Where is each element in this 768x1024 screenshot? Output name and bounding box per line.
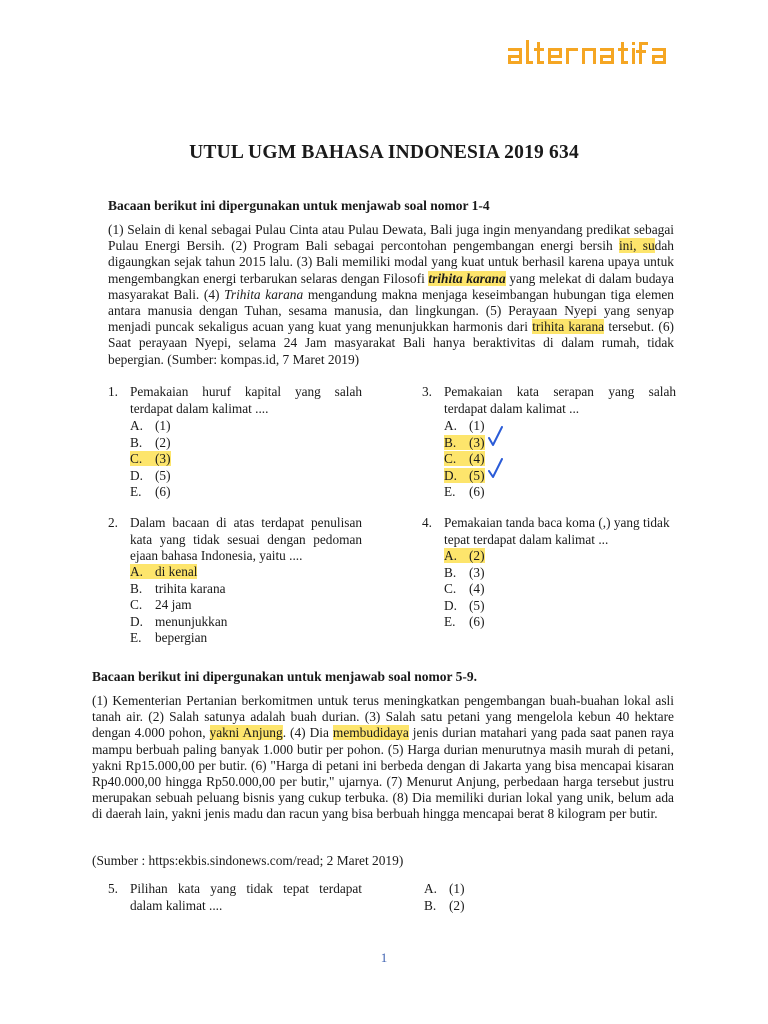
passage-text: yang melekat di dalam budaya masyarakat Bali. (4)	[108, 270, 674, 302]
answer-option	[130, 564, 197, 581]
option-text: (5)	[469, 467, 485, 483]
question-text: Pilihan kata yang tidak tepat terdapat dalam kalimat ....	[130, 881, 362, 913]
option-content	[444, 484, 485, 499]
option-text: (1)	[469, 418, 485, 433]
question-5-options	[424, 881, 544, 917]
passage-text: mengandung makna menjaga keseimbangan hubungan tiga elemen antara manusia dengan Tuhan, sesama manusia, dan lingkungan. (5) Perayaan Nyepi yang senyap menjadi puncak sekaligus acuan yang kuat yang menunjukkan harmonis dari	[108, 286, 674, 335]
option-text: (1)	[155, 418, 171, 433]
answer-option	[444, 435, 485, 452]
option-letter: E.	[444, 614, 456, 629]
answer-option	[130, 451, 171, 468]
answer-option	[130, 484, 171, 501]
option-content	[424, 881, 465, 896]
option-content	[444, 598, 485, 613]
check-mark-icon	[488, 426, 504, 448]
passage-text: (1) Selain di kenal sebagai Pulau Cinta atau Pulau Dewata, Bali juga ingin menyandang predikat sebagai Pulau Energi Bersih. (2) Program Bali sebagai percontohan pengembangan energi bersih	[108, 222, 674, 254]
answer-option	[130, 581, 226, 598]
option-text: (3)	[469, 434, 485, 450]
answer-option	[130, 630, 207, 647]
section1-intro: Bacaan berikut ini dipergunakan untuk menjawab soal nomor 1-4	[108, 198, 490, 213]
highlighted-option	[444, 548, 485, 563]
option-content	[130, 581, 226, 596]
option-content	[444, 581, 485, 596]
answer-option	[130, 418, 171, 435]
option-letter: D.	[130, 613, 143, 629]
option-text: (3)	[155, 451, 171, 466]
check-mark-icon	[488, 458, 504, 480]
question-text: Pemakaian tanda baca koma (,) yang tidak tepat terdapat dalam kalimat ...	[444, 515, 670, 547]
option-text: (4)	[469, 451, 485, 466]
option-content	[130, 597, 192, 612]
answer-option	[444, 468, 485, 485]
option-letter: E.	[444, 484, 456, 499]
option-letter: A.	[444, 418, 457, 433]
option-content	[130, 468, 171, 483]
option-text: trihita karana	[155, 580, 226, 596]
option-letter: A.	[130, 418, 143, 433]
answer-option	[130, 614, 227, 631]
answer-option	[444, 451, 485, 468]
option-letter: B.	[424, 897, 437, 913]
passage-text: jenis durian matahari yang pada saat panen raya mampu berbuah paling banyak 1.000 butir per pohon. (5) Harga durian menurutnya masih murah di petani, yakni Rp15.000,00 per butir. (6) "Harga di petani ini berbeda dengan di Jakarta yang bisa mencapai kisaran Rp40.000,00 hingga Rp50.000,00 per butir," ujarnya. (7) Menurut Anjung, perbedaan harga tersebut justru merupakan sebuah peluang bisnis yang cukup terbuka. (8) Dia memiliki durian lokal yang unik, belum ada di daerah lain, yakni jenis madu dan racun yang bisa berbuah hingga mencapai berat 8 kilogram per butir.	[92, 725, 675, 822]
question-text: Pemakaian kata serapan yang salah terdapat dalam kalimat ...	[444, 384, 676, 416]
question-number: 3.	[422, 384, 432, 399]
option-letter: A.	[444, 548, 457, 563]
option-letter: E.	[130, 630, 142, 645]
option-text: (6)	[469, 484, 485, 499]
option-text: (2)	[469, 548, 485, 563]
section1-passage	[108, 222, 674, 368]
option-text: menunjukkan	[155, 613, 228, 629]
option-content	[444, 565, 485, 580]
option-content	[130, 418, 171, 433]
option-text: (2)	[155, 434, 171, 450]
option-text: (5)	[469, 597, 485, 613]
question-number: 2.	[108, 515, 118, 530]
option-letter: D.	[444, 467, 457, 483]
option-content	[444, 614, 485, 629]
question-number: 5.	[108, 881, 118, 896]
section2-intro: Bacaan berikut ini dipergunakan untuk menjawab soal nomor 5-9.	[92, 669, 477, 684]
option-text: di kenal	[155, 564, 198, 579]
option-text: (1)	[449, 881, 465, 896]
answer-option	[444, 548, 485, 565]
highlighted-text: ini, su	[618, 238, 655, 254]
highlighted-option	[444, 468, 485, 483]
option-letter: B.	[444, 564, 457, 580]
passage-text: tersebut. (6) Saat perayaan Nyepi, selama 24 Jam masyarakat Bali hanya beraktivitas di dalam rumah, tidak bepergian. (Sumber: kompas.id, 7 Maret 2019)	[108, 319, 675, 367]
highlighted-text: membudidaya	[332, 725, 409, 741]
passage-text: Trihita karana	[224, 286, 304, 302]
page-number: 1	[380, 950, 388, 965]
answer-option	[444, 581, 485, 598]
option-letter: C.	[130, 451, 143, 466]
option-content	[130, 435, 171, 450]
brand-logo-graphic	[508, 40, 671, 66]
answer-option	[130, 597, 192, 614]
option-letter: D.	[444, 597, 457, 613]
highlighted-option	[444, 435, 485, 450]
question-text: Dalam bacaan di atas terdapat penulisan kata yang tidak sesuai dengan pedoman ejaan bahasa Indonesia, yaitu ....	[130, 515, 362, 563]
answer-option	[444, 614, 485, 631]
option-letter: B.	[130, 434, 143, 450]
option-content	[424, 898, 465, 913]
answer-option	[424, 898, 465, 915]
question-2	[108, 515, 362, 647]
option-letter: A.	[130, 564, 143, 579]
option-letter: B.	[444, 434, 457, 450]
option-letter: C.	[130, 597, 143, 612]
highlighted-text: yakni Anjung	[209, 725, 283, 741]
highlighted-option	[130, 564, 197, 579]
option-text: (3)	[469, 564, 485, 580]
question-4	[422, 515, 682, 631]
option-letter: B.	[130, 580, 143, 596]
option-content	[130, 484, 171, 499]
question-3	[422, 384, 676, 500]
question-5	[108, 881, 362, 917]
question-text: Pemakaian huruf kapital yang salah terdapat dalam kalimat ....	[130, 384, 362, 416]
option-letter: E.	[130, 484, 142, 499]
question-number: 1.	[108, 384, 118, 399]
option-text: bepergian	[155, 630, 208, 645]
passage-text: dah digaungkan sejak tahun 2015 lalu. (3) Bali memiliki modal yang kuat untuk berhasil karena upaya untuk mengembangkan energi terbarukan selaras dengan Filosofi	[108, 238, 674, 286]
option-content	[130, 614, 227, 629]
option-letter: D.	[130, 467, 143, 483]
option-letter: A.	[424, 881, 437, 896]
passage-text: (1) Kementerian Pertanian berkomitmen untuk terus meningkatkan pengembangan buah-buahan lokal asli tanah air. (2) Salah satunya adalah buah durian. (3) Salah satu petani yang mengelola kebun 40 hektare dengan 4.000 pohon,	[92, 693, 674, 741]
option-text: (6)	[155, 484, 171, 499]
answer-option	[130, 435, 171, 452]
passage-text: . (4) Dia	[282, 725, 333, 741]
question-number: 4.	[422, 515, 432, 530]
option-content	[444, 418, 485, 433]
section2-passage	[92, 693, 674, 823]
option-letter: C.	[444, 581, 457, 596]
option-text: (4)	[469, 581, 485, 596]
answer-option	[444, 484, 485, 501]
option-text: (6)	[469, 614, 485, 629]
answer-option	[424, 881, 465, 898]
highlighted-text: trihita karana	[428, 270, 506, 286]
option-text: (2)	[449, 897, 465, 913]
section2-source: (Sumber : https:ekbis.sindonews.com/read; 2 Maret 2019)	[92, 853, 404, 868]
brand-logo	[508, 40, 671, 66]
option-text: 24 jam	[155, 597, 192, 612]
highlighted-option	[130, 451, 171, 466]
answer-option	[444, 418, 485, 435]
document-title: UTUL UGM BAHASA INDONESIA 2019 634	[189, 142, 579, 163]
option-letter: C.	[444, 451, 457, 466]
answer-option	[130, 468, 171, 485]
question-1	[108, 384, 362, 500]
highlighted-text: trihita karana	[532, 319, 605, 335]
answer-option	[444, 565, 485, 582]
option-text: (5)	[155, 467, 171, 483]
highlighted-option	[444, 451, 485, 466]
answer-option	[444, 598, 485, 615]
option-content	[130, 630, 207, 645]
